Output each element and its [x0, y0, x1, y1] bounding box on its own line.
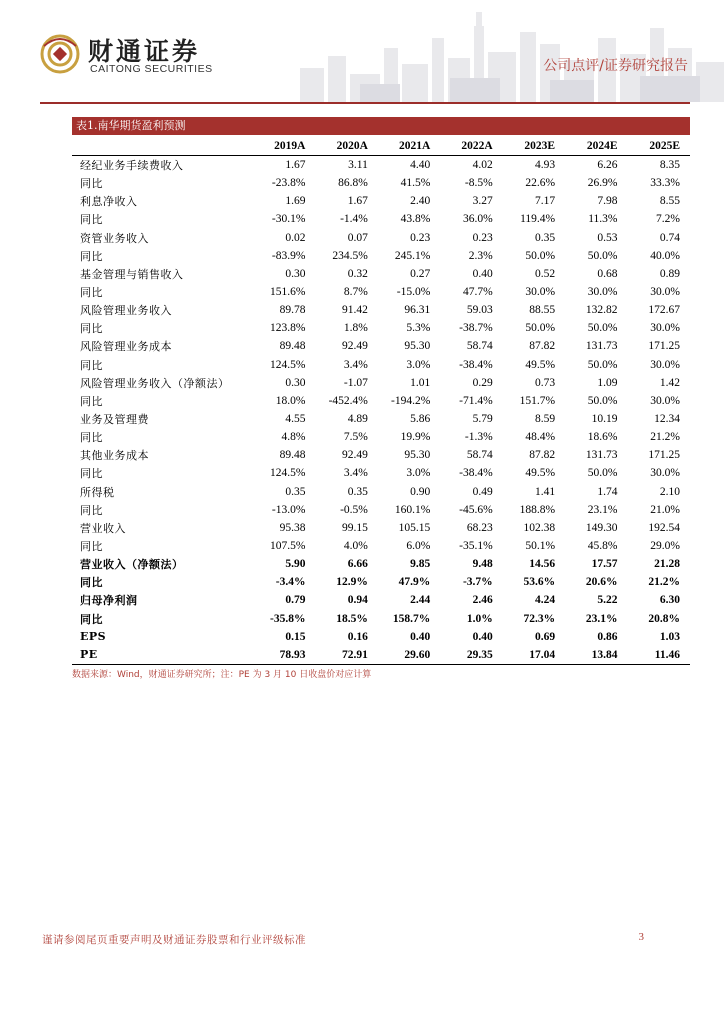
table-cell: -13.0% [271, 503, 306, 516]
table-cell: 30.0% [650, 358, 680, 371]
table-cell: -1.4% [340, 213, 368, 226]
table-cell: 21.2% [650, 431, 680, 444]
table-cell: 30.0% [525, 286, 556, 299]
table-cell: 10.19 [591, 413, 618, 426]
table-cell: 4.02 [472, 159, 493, 172]
table-row [72, 573, 690, 591]
row-label: 营业收入 [80, 521, 126, 535]
column-header-label [72, 137, 253, 156]
table-cell: 11.3% [588, 213, 618, 226]
table-cell: 58.74 [466, 449, 493, 462]
table-title: 表1.南华期货盈利预测 [72, 117, 690, 135]
table-cell: 8.59 [534, 413, 556, 426]
table-cell: 20.8% [648, 612, 680, 625]
table-row [72, 247, 690, 265]
table-cell: 50.1% [525, 540, 556, 553]
table-cell: 43.8% [400, 213, 431, 226]
table-cell: 4.55 [285, 413, 306, 426]
table-cell: 20.6% [585, 576, 618, 589]
column-header-year: 2023E [503, 137, 565, 156]
column-header-year: 2019A [253, 137, 315, 156]
table-cell: 30.0% [650, 394, 680, 407]
table-cell: 0.73 [534, 376, 556, 389]
table-cell: 49.5% [525, 358, 556, 371]
table-cell: 3.4% [343, 467, 368, 480]
row-label: 同比 [80, 177, 103, 191]
table-cell: 87.82 [529, 449, 556, 462]
table-cell: 160.1% [394, 503, 431, 516]
column-header-year: 2025E [628, 137, 691, 156]
table-cell: 7.2% [656, 213, 680, 226]
table-cell: 0.23 [410, 231, 431, 244]
table-cell: 92.49 [342, 340, 368, 353]
table-cell: 30.0% [587, 286, 618, 299]
table-cell: 1.42 [659, 376, 680, 389]
table-header-row [72, 137, 690, 156]
table-cell: 8.55 [659, 195, 680, 208]
table-cell: 0.53 [597, 231, 618, 244]
table-cell: 92.49 [342, 449, 368, 462]
row-label: 利息净收入 [80, 195, 138, 209]
table-cell: -83.9% [271, 249, 306, 262]
row-label: 其他业务成本 [80, 449, 149, 463]
table-cell: 29.35 [440, 646, 502, 665]
table-cell: 50.0% [587, 394, 618, 407]
table-row [72, 446, 690, 464]
table-cell: 6.0% [406, 540, 431, 553]
table-cell: 4.8% [281, 431, 306, 444]
table-cell: -38.4% [459, 358, 493, 371]
table-cell: 22.6% [525, 177, 556, 190]
table-cell: 1.01 [410, 376, 431, 389]
table-cell: 0.40 [472, 630, 493, 643]
table-cell: 89.78 [279, 304, 306, 317]
table-cell: 2.44 [410, 594, 431, 607]
table-cell: 6.66 [347, 558, 368, 571]
table-cell: 91.42 [342, 304, 368, 317]
column-header-year: 2022A [440, 137, 502, 156]
row-label: 营业收入（净额法） [80, 558, 184, 572]
table-cell: 1.8% [343, 322, 368, 335]
table-cell: 171.25 [648, 449, 680, 462]
row-label: 业务及管理费 [80, 413, 149, 427]
brand-name-cn: 财通证券 [88, 37, 201, 66]
table-cell: 107.5% [270, 540, 306, 553]
table-cell: 29.60 [378, 646, 440, 665]
table-cell: 0.40 [410, 630, 431, 643]
column-header-year: 2020A [315, 137, 377, 156]
table-cell: 0.16 [347, 630, 368, 643]
table-cell: 4.24 [534, 594, 556, 607]
table-row [72, 519, 690, 537]
table-cell: 3.0% [406, 467, 431, 480]
table-cell: 151.6% [270, 286, 306, 299]
table-cell: 1.69 [285, 195, 306, 208]
table-cell: 29.0% [650, 540, 680, 553]
table-row [72, 283, 690, 301]
table-cell: 89.48 [279, 340, 306, 353]
table-cell: -1.3% [464, 431, 493, 444]
table-cell: 172.67 [648, 304, 680, 317]
table-cell: 5.3% [406, 322, 431, 335]
table-body [72, 156, 690, 665]
table-cell: 0.90 [410, 485, 431, 498]
table-cell: 18.5% [336, 612, 368, 625]
table-row [72, 337, 690, 355]
row-label: 同比 [80, 612, 103, 626]
table-cell: -15.0% [396, 286, 431, 299]
table-cell: 234.5% [332, 249, 368, 262]
row-label: 同比 [80, 576, 103, 590]
table-cell: 5.90 [285, 558, 306, 571]
table-cell: 0.23 [472, 231, 493, 244]
table-cell: 3.11 [348, 159, 368, 172]
table-cell: 131.73 [585, 449, 618, 462]
column-header-year: 2021A [378, 137, 440, 156]
table-cell: 1.03 [659, 630, 680, 643]
table-cell: 72.3% [523, 612, 556, 625]
table-cell: 0.27 [410, 267, 431, 280]
row-label: 同比 [80, 540, 103, 554]
row-label: EPS [80, 630, 107, 644]
table-cell: 2.40 [410, 195, 431, 208]
table-cell: 17.57 [591, 558, 618, 571]
table-row [72, 392, 690, 410]
table-cell: 17.04 [503, 646, 565, 665]
row-label: PE [72, 646, 253, 665]
table-cell: 8.7% [343, 286, 368, 299]
table-cell: 0.32 [347, 267, 368, 280]
table-cell: 0.52 [534, 267, 556, 280]
row-label: 同比 [80, 286, 103, 300]
table-cell: 0.07 [347, 231, 368, 244]
disclaimer-note: 谨请参阅尾页重要声明及财通证券股票和行业评级标准 [42, 934, 306, 946]
table-cell: 95.38 [279, 521, 306, 534]
table-cell: 50.0% [525, 249, 556, 262]
table-cell: -45.6% [459, 503, 493, 516]
table-cell: 40.0% [650, 249, 680, 262]
table-cell: 95.30 [404, 449, 431, 462]
table-cell: 21.0% [650, 503, 680, 516]
table-cell: 0.30 [285, 267, 306, 280]
table-cell: 7.5% [343, 431, 368, 444]
table-row [72, 301, 690, 319]
table-cell: 19.9% [400, 431, 431, 444]
table-cell: 7.17 [534, 195, 556, 208]
table-cell: 1.67 [285, 159, 306, 172]
table-row [72, 628, 690, 646]
table-cell: 105.15 [398, 521, 431, 534]
report-type: 公司点评/证券研究报告 [543, 58, 688, 74]
table-cell: 78.93 [253, 646, 315, 665]
table-cell: 99.15 [342, 521, 368, 534]
table-cell: 33.3% [650, 177, 680, 190]
table-cell: 0.35 [534, 231, 556, 244]
row-label: 风险管理业务成本 [80, 340, 172, 354]
table-row [72, 192, 690, 210]
table-cell: -30.1% [271, 213, 306, 226]
table-row [72, 537, 690, 555]
table-cell: 5.79 [472, 413, 493, 426]
table-cell: 149.30 [585, 521, 618, 534]
table-cell: -23.8% [271, 177, 306, 190]
table-cell: 123.8% [270, 322, 306, 335]
table-row [72, 591, 690, 609]
table-cell: 59.03 [466, 304, 493, 317]
table-cell: 3.27 [472, 195, 493, 208]
table-cell: 0.30 [285, 376, 306, 389]
table-cell: 9.85 [410, 558, 431, 571]
table-cell: 0.68 [597, 267, 618, 280]
table-row [72, 210, 690, 228]
table-cell: 18.6% [587, 431, 618, 444]
table-row [72, 483, 690, 501]
row-label: 同比 [80, 358, 103, 372]
table-cell: 3.4% [343, 358, 368, 371]
table-cell: 102.38 [523, 521, 556, 534]
table-row [72, 319, 690, 337]
table-cell: -3.7% [462, 576, 493, 589]
table-cell: -3.4% [275, 576, 306, 589]
table-cell: 11.46 [628, 646, 691, 665]
table-cell: 14.56 [529, 558, 556, 571]
table-row [72, 356, 690, 374]
table-cell: 0.94 [347, 594, 368, 607]
table-cell: 1.67 [347, 195, 368, 208]
table-cell: 4.40 [410, 159, 431, 172]
table-cell: 188.8% [519, 503, 556, 516]
table-cell: 89.48 [279, 449, 306, 462]
table-cell: 171.25 [648, 340, 680, 353]
table-cell: 30.0% [650, 467, 680, 480]
row-label: 风险管理业务收入（净额法） [80, 376, 230, 390]
table-cell: 58.74 [466, 340, 493, 353]
table-cell: 132.82 [585, 304, 618, 317]
table-cell: 158.7% [392, 612, 431, 625]
table-row [72, 410, 690, 428]
row-label: 资管业务收入 [80, 231, 149, 245]
table-cell: 119.4% [520, 213, 556, 226]
table-cell: 5.22 [597, 594, 618, 607]
row-label: 同比 [80, 394, 103, 408]
table-cell: 87.82 [529, 340, 556, 353]
table-cell: 36.0% [462, 213, 493, 226]
table-cell: 12.9% [336, 576, 368, 589]
table-cell: 4.89 [347, 413, 368, 426]
table-cell: 72.91 [315, 646, 377, 665]
table-cell: -1.07 [343, 376, 368, 389]
table-cell: 86.8% [338, 177, 368, 190]
table-cell: 0.89 [659, 267, 680, 280]
row-label: 同比 [80, 322, 103, 336]
table-cell: 6.30 [659, 594, 680, 607]
table-cell: 0.40 [472, 267, 493, 280]
table-row [72, 501, 690, 519]
row-label: 所得税 [80, 485, 115, 499]
table-cell: 41.5% [400, 177, 431, 190]
table-cell: 48.4% [525, 431, 556, 444]
table-cell: 0.49 [472, 485, 493, 498]
table-cell: 23.1% [585, 612, 618, 625]
table-cell: 47.9% [398, 576, 431, 589]
table-cell: 26.9% [587, 177, 618, 190]
forecast-table [72, 137, 690, 665]
table-cell: 7.98 [597, 195, 618, 208]
table-cell: -38.4% [459, 467, 493, 480]
table-cell: 96.31 [404, 304, 431, 317]
table-cell: 124.5% [270, 358, 306, 371]
page-header [0, 0, 724, 104]
table-cell: 50.0% [525, 322, 556, 335]
table-cell: 5.86 [410, 413, 431, 426]
table-cell: 0.69 [534, 630, 556, 643]
header-divider [40, 102, 690, 104]
table-cell: 30.0% [650, 322, 680, 335]
table-row [72, 555, 690, 573]
table-cell: 88.55 [529, 304, 556, 317]
row-label: 同比 [80, 249, 103, 263]
row-label: 风险管理业务收入 [80, 304, 172, 318]
table-cell: 124.5% [270, 467, 306, 480]
column-header-year: 2024E [565, 137, 627, 156]
table-cell: 13.84 [565, 646, 627, 665]
table-row [72, 229, 690, 247]
table-cell: 1.74 [597, 485, 618, 498]
row-label: 同比 [80, 431, 103, 445]
table-cell: 49.5% [525, 467, 556, 480]
row-label: 基金管理与销售收入 [80, 267, 184, 281]
table-cell: -194.2% [390, 394, 431, 407]
table-cell: -0.5% [340, 503, 368, 516]
table-cell: 21.28 [654, 558, 680, 571]
row-label: 同比 [80, 503, 103, 517]
data-source-note: 数据来源：Wind，财通证券研究所；注：PE 为 3 月 10 日收盘价对应计算 [72, 670, 372, 680]
table-cell: 68.23 [466, 521, 493, 534]
table-cell: 1.09 [597, 376, 618, 389]
table-cell: 9.48 [472, 558, 493, 571]
table-cell: 151.7% [519, 394, 556, 407]
table-cell: 0.86 [597, 630, 618, 643]
table-row [72, 156, 690, 175]
table-cell: 1.0% [466, 612, 493, 625]
table-row [72, 428, 690, 446]
table-cell: 0.02 [285, 231, 306, 244]
table-cell: 0.29 [472, 376, 493, 389]
table-cell: 4.0% [343, 540, 368, 553]
table-cell: 23.1% [587, 503, 618, 516]
table-cell: -8.5% [464, 177, 493, 190]
table-cell: -35.1% [459, 540, 493, 553]
table-cell: 245.1% [394, 249, 431, 262]
row-label: 同比 [80, 213, 103, 227]
table-row [72, 174, 690, 192]
table-cell: 12.34 [654, 413, 680, 426]
table-cell: -452.4% [328, 394, 368, 407]
table-cell: 6.26 [597, 159, 618, 172]
table-row [72, 464, 690, 482]
row-label: 同比 [80, 467, 103, 481]
row-label: 归母净利润 [80, 594, 138, 608]
table-cell: 50.0% [587, 358, 618, 371]
table-cell: 131.73 [585, 340, 618, 353]
table-cell: 2.10 [659, 485, 680, 498]
page-number: 3 [638, 931, 644, 943]
table-cell: -38.7% [459, 322, 493, 335]
table-cell: 50.0% [587, 249, 618, 262]
table-cell: 0.35 [347, 485, 368, 498]
brand-name-en: CAITONG SECURITIES [90, 63, 213, 75]
table-cell: 45.8% [587, 540, 618, 553]
table-cell: 192.54 [648, 521, 680, 534]
table-cell: 47.7% [462, 286, 493, 299]
table-cell: 0.74 [659, 231, 680, 244]
table-cell: 2.46 [472, 594, 493, 607]
table-cell: 50.0% [587, 467, 618, 480]
table-cell: 53.6% [523, 576, 556, 589]
table-cell: 0.35 [285, 485, 306, 498]
table-cell: 30.0% [650, 286, 680, 299]
table-cell: 1.41 [534, 485, 556, 498]
caitong-logo-icon [40, 34, 80, 74]
table-row [72, 646, 690, 665]
table-cell: 18.0% [275, 394, 306, 407]
table-cell: 0.15 [285, 630, 306, 643]
table-cell: 21.2% [648, 576, 680, 589]
table-cell: 3.0% [406, 358, 431, 371]
table-cell: -71.4% [459, 394, 493, 407]
row-label: 经纪业务手续费收入 [80, 159, 184, 173]
table-row [72, 610, 690, 628]
table-cell: 2.3% [468, 249, 493, 262]
table-cell: 95.30 [404, 340, 431, 353]
table-cell: 50.0% [587, 322, 618, 335]
table-row [72, 374, 690, 392]
table-cell: 0.79 [285, 594, 306, 607]
table-cell: 8.35 [659, 159, 680, 172]
table-row [72, 265, 690, 283]
table-cell: -35.8% [270, 612, 306, 625]
table-cell: 4.93 [534, 159, 556, 172]
